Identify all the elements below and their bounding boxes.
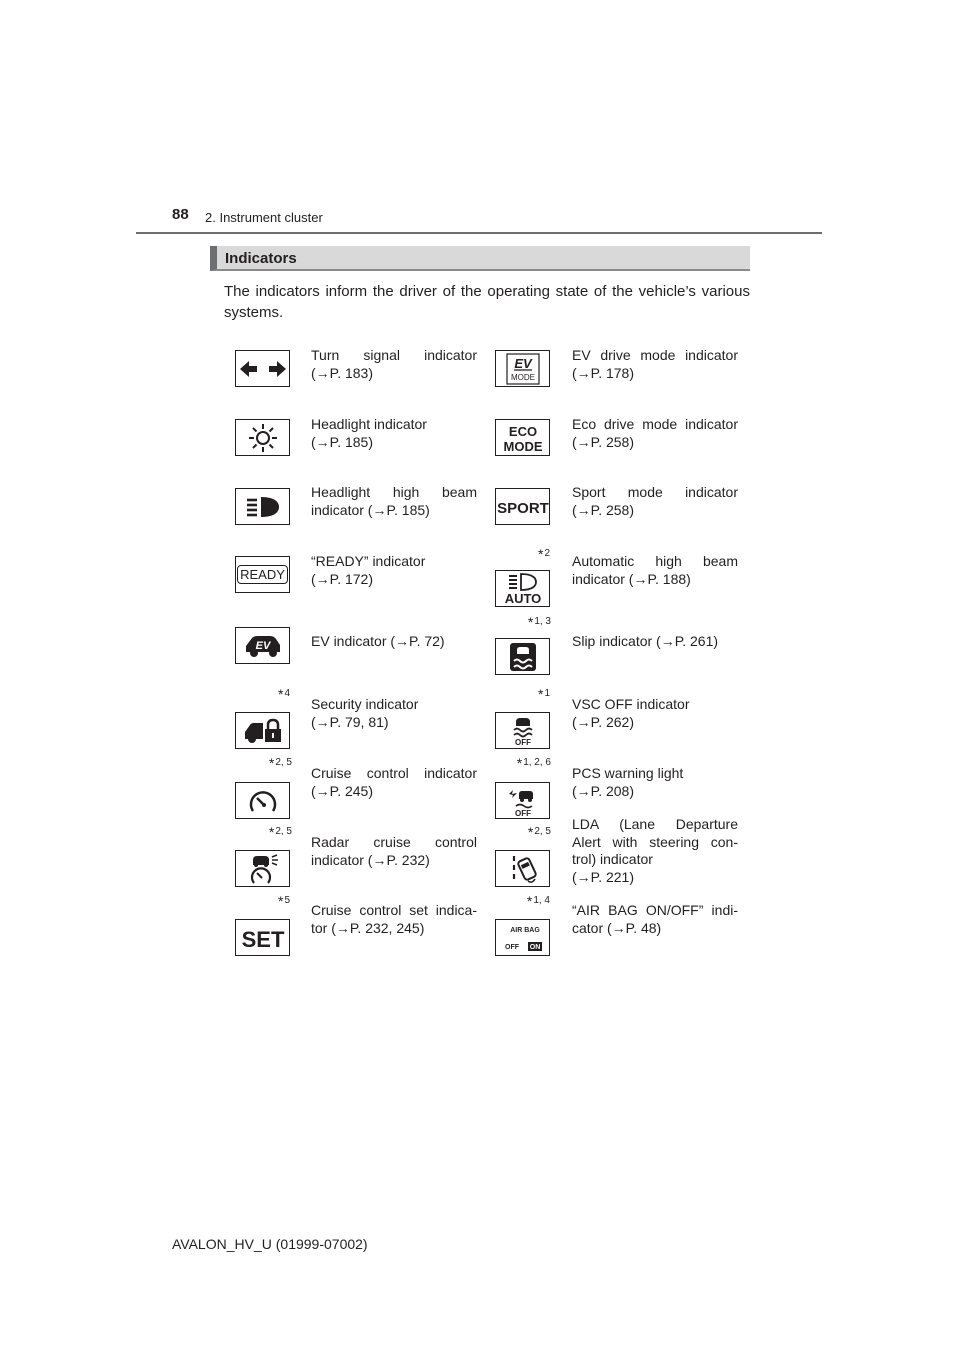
indicator-desc: Security indicator (→P. 79, 81) <box>311 696 419 730</box>
eco-mode-icon <box>503 422 543 454</box>
icon-box <box>495 488 550 525</box>
airbag-on-off-icon <box>498 922 548 954</box>
indicator-desc: Cruise control set indica- tor (→P. 232, 245) <box>311 902 477 936</box>
icon-box <box>495 782 550 819</box>
indicator-desc: Headlight indicator (→P. 185) <box>311 416 427 450</box>
svg-text:OFF: OFF <box>514 808 531 818</box>
header-rule <box>136 232 822 234</box>
icon-box <box>495 850 550 887</box>
high-beam-icon <box>246 495 280 519</box>
footnote-marker: *$^{2, 5}$ <box>268 755 292 771</box>
svg-text:AIR BAG: AIR BAG <box>509 926 540 934</box>
ev-mode-icon <box>506 353 540 385</box>
svg-text:AUTO: AUTO <box>504 590 541 606</box>
cruise-set-icon <box>240 925 286 951</box>
icon-box <box>495 712 550 749</box>
heading-bar <box>210 246 750 271</box>
indicator-desc: Turn signal indicator (→P. 183) <box>311 347 477 381</box>
cruise-control-icon <box>248 787 278 815</box>
section-title: 2. Instrument cluster <box>205 210 323 225</box>
indicator-desc: PCS warning light (→P. 208) <box>572 765 684 799</box>
icon-box <box>235 712 290 749</box>
footnote-marker: *$^2$ <box>537 546 550 562</box>
headlight-icon <box>248 423 278 453</box>
indicator-desc: Sport mode indicator (→P. 258) <box>572 484 738 518</box>
pcs-warning-icon <box>506 785 540 817</box>
footnote-marker: *$^{1, 4}$ <box>526 893 550 909</box>
indicator-desc: Automatic high beam indicator (→P. 188) <box>572 553 738 587</box>
footnote-marker: *$^4$ <box>277 686 290 702</box>
icon-box <box>495 419 550 456</box>
indicator-desc: Eco drive mode indicator (→P. 258) <box>572 416 738 450</box>
svg-text:SET: SET <box>241 926 284 952</box>
icon-box <box>495 570 550 607</box>
footnote-marker: *$^{2, 5}$ <box>527 824 551 840</box>
ready-icon: READY <box>237 565 288 584</box>
radar-cruise-icon <box>246 854 280 884</box>
intro-text: The indicators inform the driver of the operating state of the vehicle’s various systems. <box>224 283 750 321</box>
icon-box <box>235 919 290 956</box>
icon-box <box>495 638 550 675</box>
icon-box <box>235 350 290 387</box>
auto-high-beam-icon <box>503 573 543 605</box>
icon-box <box>235 556 290 593</box>
icon-box <box>235 488 290 525</box>
turn-signal-icon <box>240 359 286 379</box>
footnote-marker: *$^1$ <box>537 686 550 702</box>
svg-text:ON: ON <box>529 943 540 951</box>
indicator-desc: Cruise control indicator (→P. 245) <box>311 765 477 799</box>
footnote-marker: *$^5$ <box>277 893 290 909</box>
svg-text:ECO: ECO <box>508 423 537 439</box>
indicator-desc: Headlight high beam indicator (→P. 185) <box>311 484 477 518</box>
ev-car-icon <box>242 632 284 660</box>
indicator-desc: Radar cruise control indicator (→P. 232) <box>311 834 477 868</box>
svg-text:OFF: OFF <box>514 737 531 747</box>
footnote-marker: *$^{1, 3}$ <box>527 614 551 630</box>
indicator-desc: Slip indicator (→P. 261) <box>572 633 719 649</box>
indicator-desc: EV indicator (→P. 72) <box>311 633 445 649</box>
svg-text:EV: EV <box>513 355 532 371</box>
indicator-desc: “AIR BAG ON/OFF” indi- cator (→P. 48) <box>572 902 738 936</box>
footnote-marker: *$^{2, 5}$ <box>268 824 292 840</box>
indicator-desc: LDA (Lane Departure Alert with steering con- trol) indicator (→P. 221) <box>572 816 738 885</box>
slip-icon <box>509 642 537 672</box>
heading-title: Indicators <box>225 250 297 267</box>
svg-text:OFF: OFF <box>504 943 519 951</box>
sport-mode-icon <box>496 496 549 518</box>
icon-box <box>235 419 290 456</box>
icon-box <box>495 919 550 956</box>
icon-box <box>495 350 550 387</box>
icon-box <box>235 627 290 664</box>
indicator-desc: “READY” indicator (→P. 172) <box>311 553 426 587</box>
page-number: 88 <box>172 206 189 223</box>
security-lock-icon <box>243 717 283 745</box>
icon-box <box>235 782 290 819</box>
svg-text:EV: EV <box>255 639 270 652</box>
icon-box <box>235 850 290 887</box>
footnote-marker: *$^{1, 2, 6}$ <box>516 755 551 771</box>
footer-code: AVALON_HV_U (01999-07002) <box>172 1236 368 1252</box>
svg-text:SPORT: SPORT <box>496 499 549 517</box>
vsc-off-icon <box>508 716 538 746</box>
indicator-desc: VSC OFF indicator (→P. 262) <box>572 696 690 730</box>
svg-text:MODE: MODE <box>510 372 535 382</box>
lda-icon <box>508 853 538 885</box>
indicator-desc: EV drive mode indicator (→P. 178) <box>572 347 738 381</box>
svg-text:MODE: MODE <box>503 438 542 454</box>
